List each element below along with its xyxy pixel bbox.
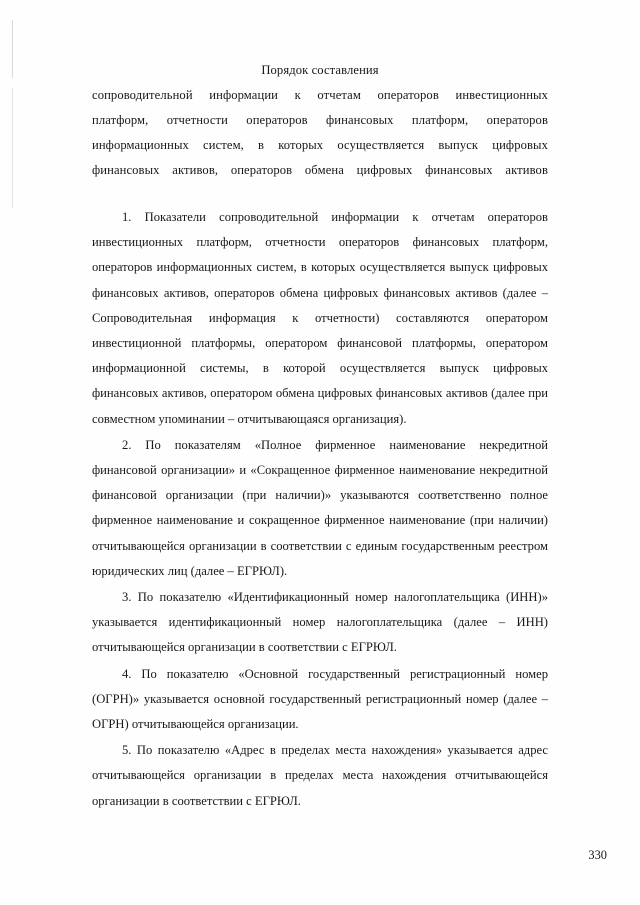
- paragraph-4: 4. По показателю «Основной государственный регистрационный номер (ОГРН)» указывается основной государственный регистрационный номер (далее – ОГРН) отчитывающейся организации.: [92, 666, 548, 732]
- paragraph-2: 2. По показателям «Полное фирменное наименование некредитной финансовой организации» и «Сокращенное фирменное наименование некредитной финансовой организации (при наличии)» указываются соответственно полное фирменное наименование и сокращенное фирменное наименование (при наличии) отчитывающейся организации в соответствии с единым государственным реестром юридических лиц (далее – ЕГРЮЛ).: [92, 437, 548, 578]
- title-line-3: платформ, отчетности операторов финансовых платформ, операторов: [92, 113, 548, 127]
- title-line-1: Порядок составления: [261, 63, 379, 77]
- scan-artifact-mark: [12, 20, 13, 78]
- title-line-2: сопроводительной информации к отчетам операторов инвестиционных: [92, 88, 548, 102]
- document-body: [92, 205, 548, 814]
- paragraph-1: 1. Показатели сопроводительной информации к отчетам операторов инвестиционных платформ, отчетности операторов финансовых платформ, операторов информационных систем, в которых осуществляется выпуск цифровых финансовых активов, операторов обмена цифровых финансовых активов (далее – Сопроводительная информация к отчетности) составляются оператором инвестиционной платформы, оператором финансовой платформы, оператором информационной системы, в которой осуществляется выпуск цифровых финансовых активов, оператором обмена цифровых финансовых активов (далее при совместном упоминании – отчитывающаяся организация).: [92, 210, 548, 426]
- page-content: [92, 58, 548, 814]
- scan-artifact-mark: [12, 88, 13, 208]
- paragraph-3: 3. По показателю «Идентификационный номер налогоплательщика (ИНН)» указывается идентификационный номер налогоплательщика (далее – ИНН) отчитывающейся организации в соответствии с ЕГРЮЛ.: [92, 590, 548, 655]
- title-line-4: информационных систем, в которых осуществляется выпуск цифровых: [92, 138, 548, 152]
- page-number: 330: [588, 848, 607, 862]
- document-title: [92, 58, 548, 183]
- paragraph-5: 5. По показателю «Адрес в пределах места нахождения» указывается адрес отчитывающейся организации в пределах места нахождения отчитывающейся организации в соответствии с ЕГРЮЛ.: [92, 743, 548, 808]
- title-line-5: финансовых активов, операторов обмена цифровых финансовых активов: [92, 163, 548, 177]
